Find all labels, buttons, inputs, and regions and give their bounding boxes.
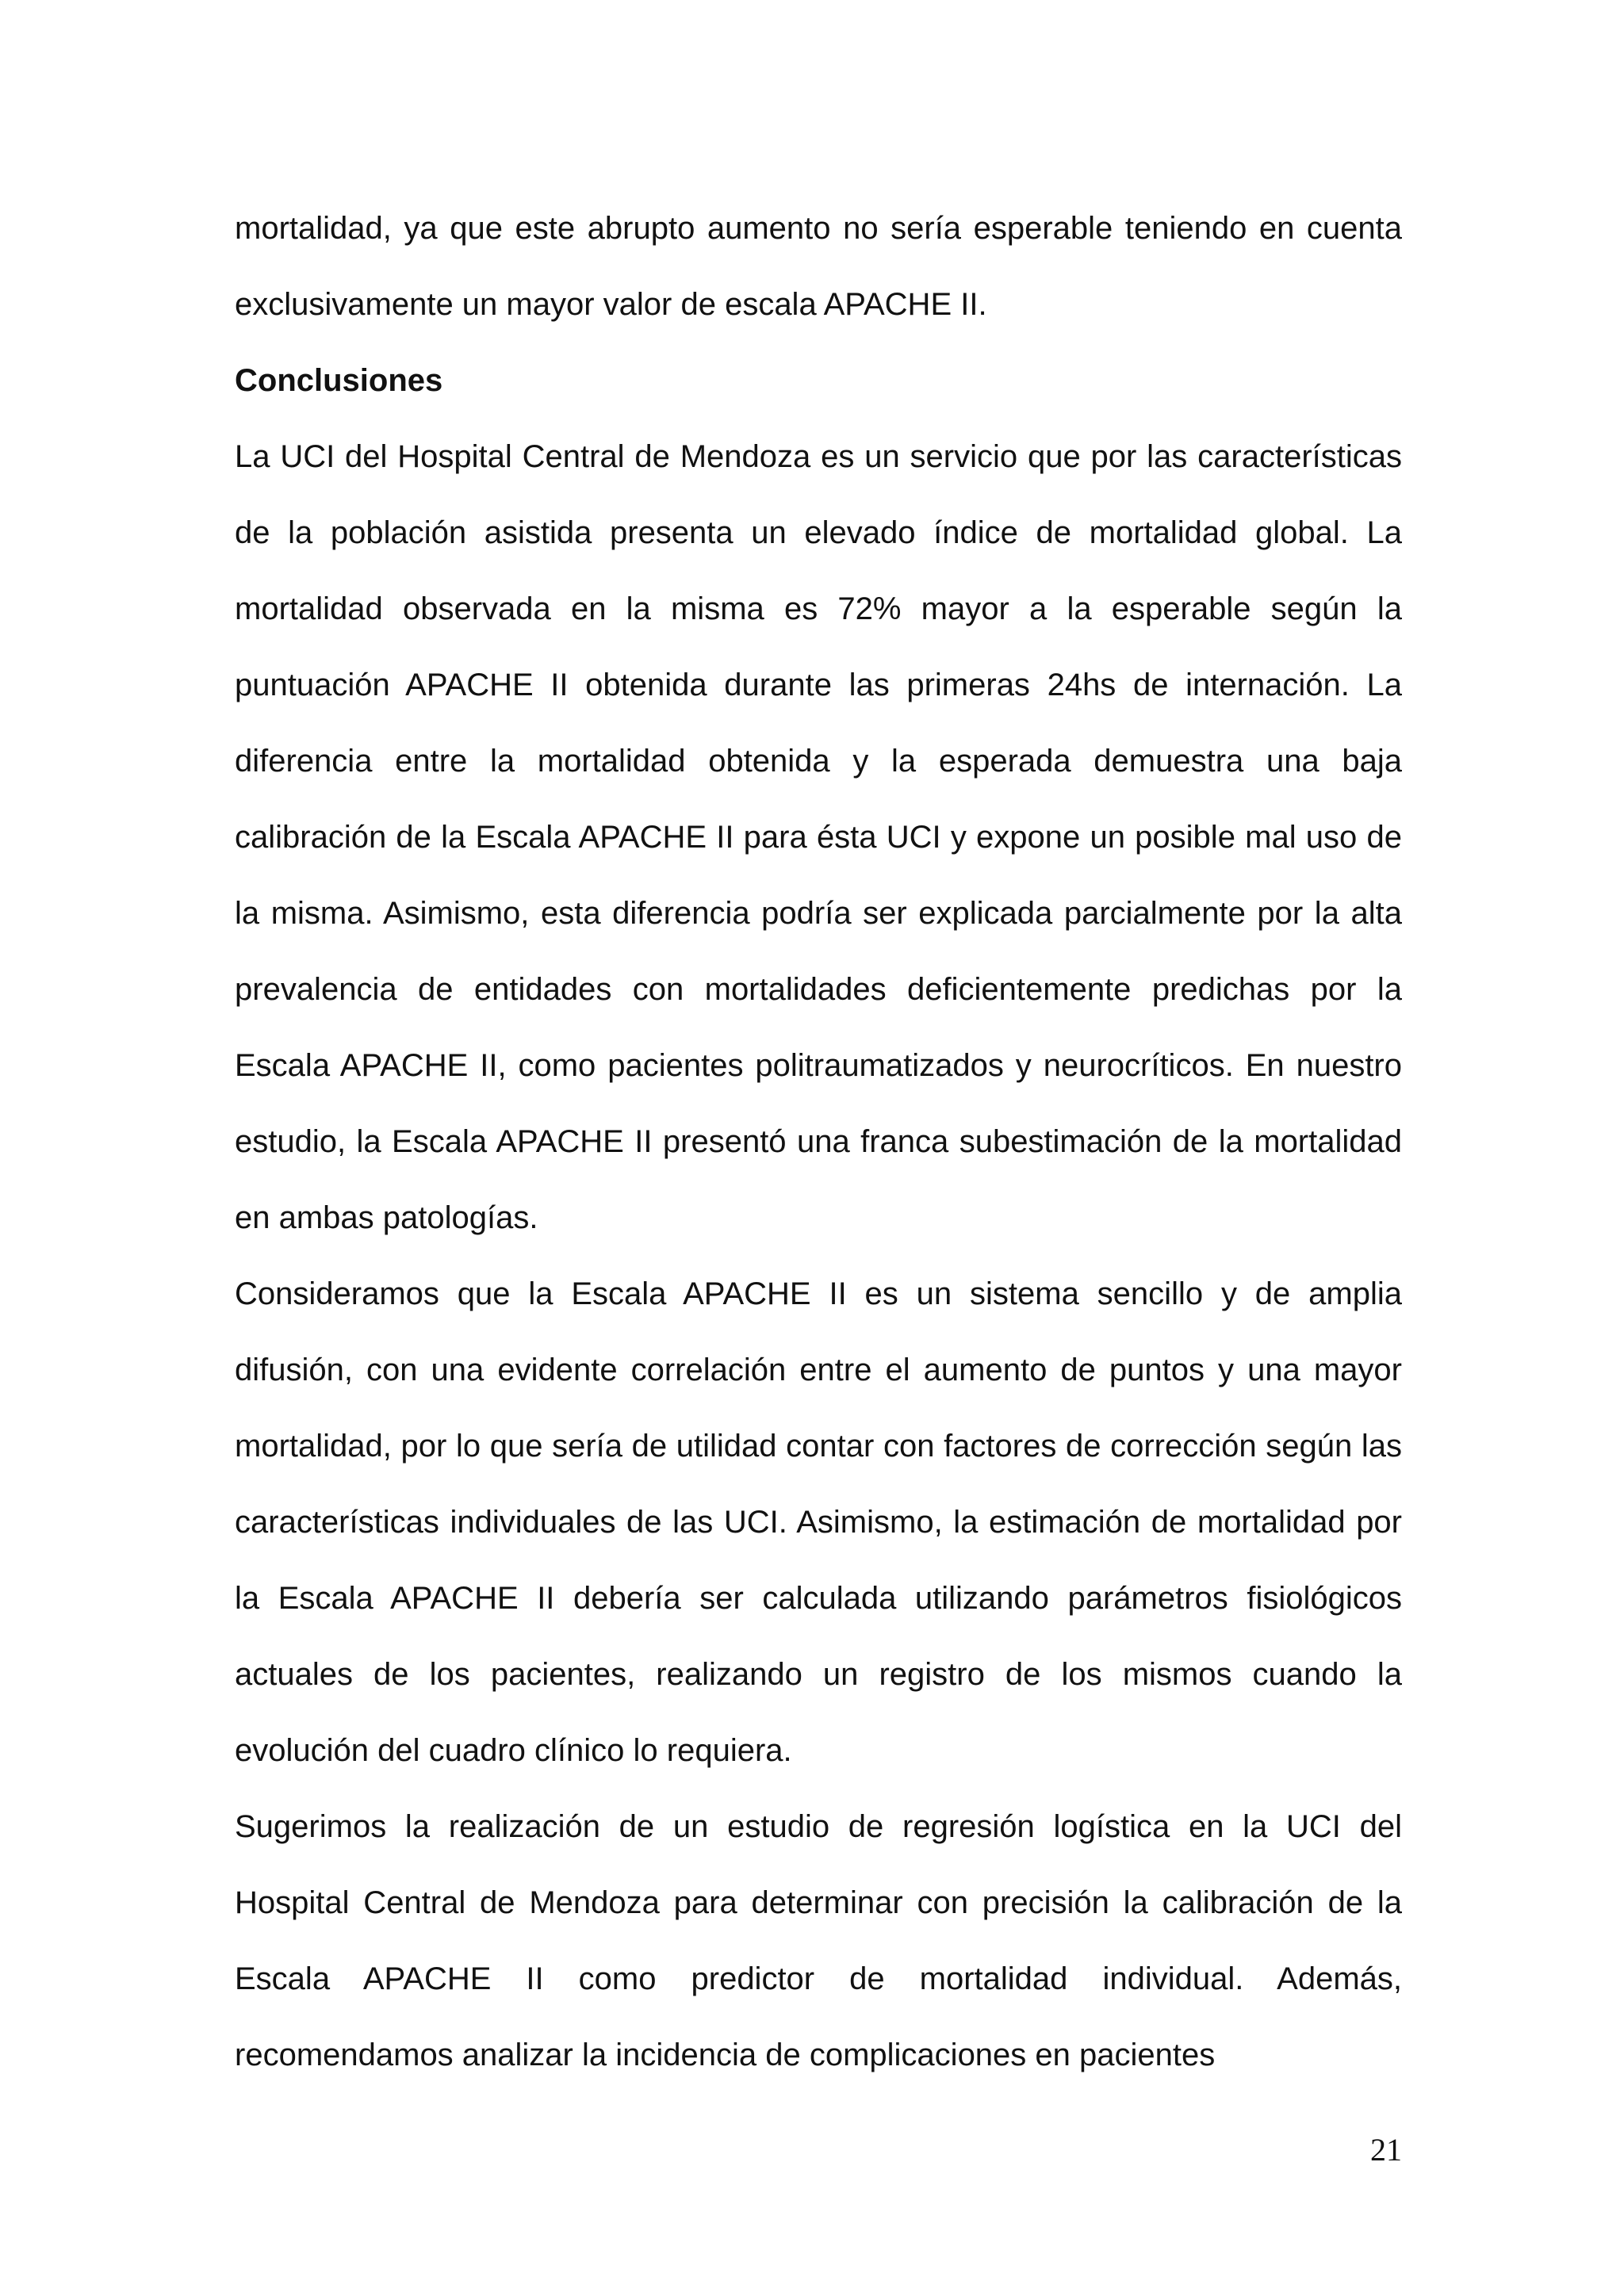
body-text bbox=[235, 190, 1402, 2093]
paragraph-2: Consideramos que la Escala APACHE II es un sistema sencillo y de amplia difusión, con una evidente correlación entre el aumento de puntos y una mayor mortalidad, por lo que sería de utilidad contar con factores de corrección según las características individuales de las UCI. Asimismo, la estimación de mortalidad por la Escala APACHE II debería ser calculada utilizando parámetros fisiológicos actuales de los pacientes, realizando un registro de los mismos cuando la evolución del cuadro clínico lo requiera. bbox=[235, 1276, 1402, 1768]
page-number: 21 bbox=[1370, 2132, 1402, 2168]
paragraph-3: Sugerimos la realización de un estudio de regresión logística en la UCI del Hospital Central de Mendoza para determinar con precisión la calibración de la Escala APACHE II como predictor de mortalidad individual. Además, recomendamos analizar la incidencia de complicaciones en pacientes bbox=[235, 1809, 1402, 2072]
paragraph-1: La UCI del Hospital Central de Mendoza es un servicio que por las características de la población asistida presenta un elevado índice de mortalidad global. La mortalidad observada en la misma es 72% mayor a la esperable según la puntuación APACHE II obtenida durante las primeras 24hs de internación. La diferencia entre la mortalidad obtenida y la esperada demuestra una baja calibración de la Escala APACHE II para ésta UCI y expone un posible mal uso de la misma. Asimismo, esta diferencia podría ser explicada parcialmente por la alta prevalencia de entidades con mortalidades deficientemente predichas por la Escala APACHE II, como pacientes politraumatizados y neurocríticos. En nuestro estudio, la Escala APACHE II presentó una franca subestimación de la mortalidad en ambas patologías. bbox=[235, 439, 1402, 1235]
section-heading: Conclusiones bbox=[235, 363, 443, 398]
continuation-paragraph: mortalidad, ya que este abrupto aumento no sería esperable teniendo en cuenta exclusivamente un mayor valor de escala APACHE II. bbox=[235, 211, 1402, 322]
